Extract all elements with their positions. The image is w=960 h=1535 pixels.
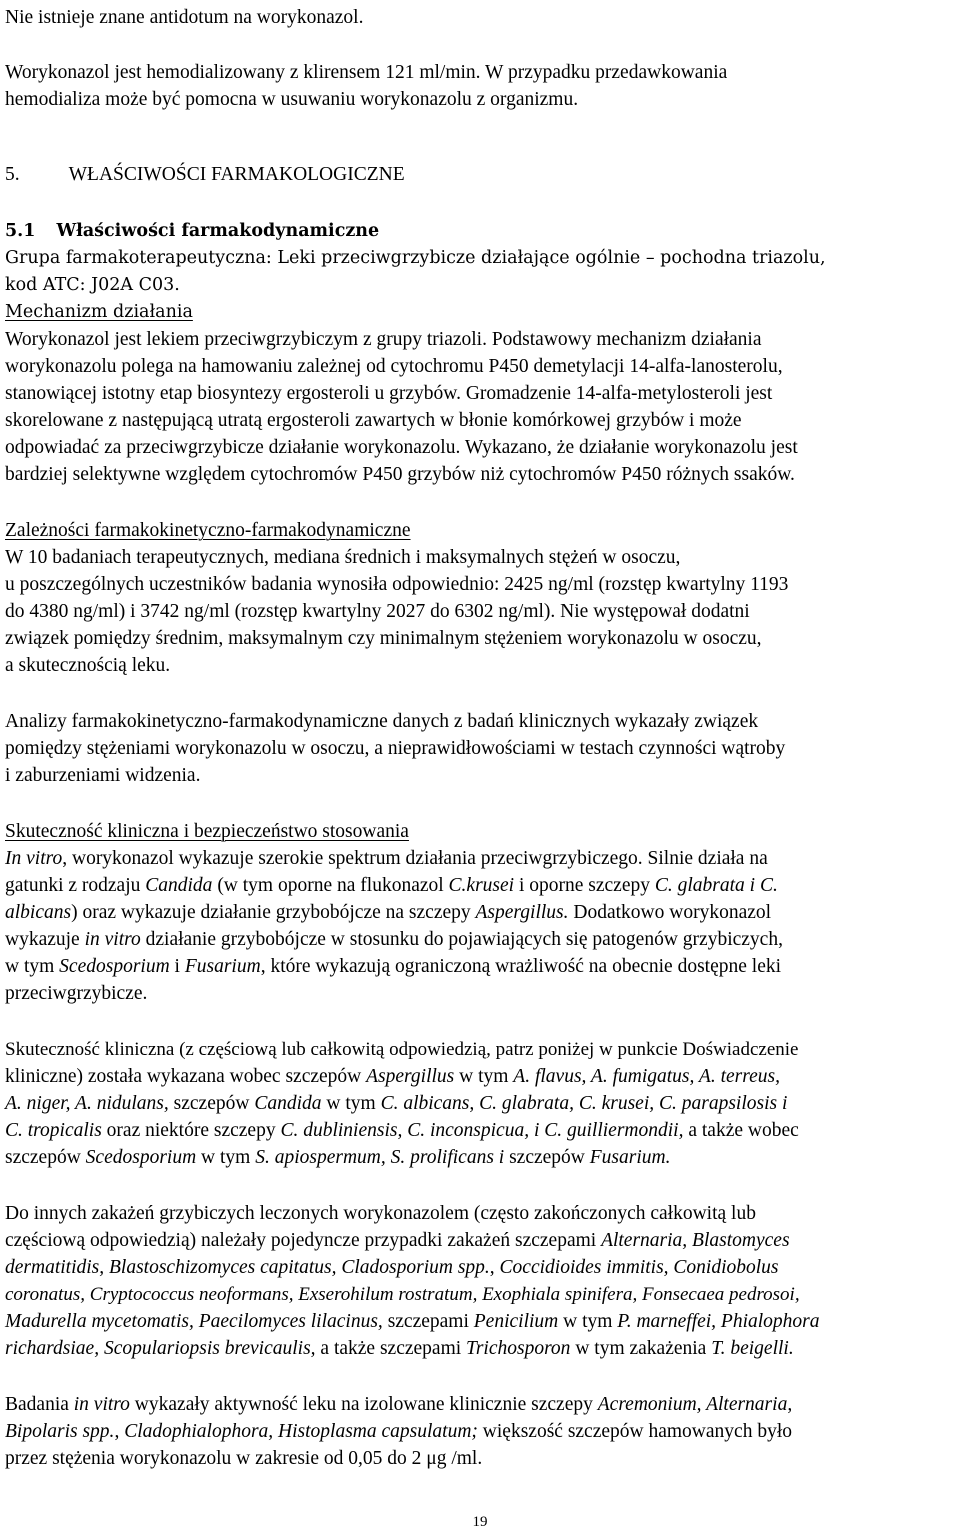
antidote-line: Nie istnieje znane antidotum na worykonazol. [5,7,364,28]
clinical-line-4: C. tropicalis oraz niektóre szczepy C. dubliniensis, C. inconspicua, i C. guilliermondii, a także wobec [5,1120,799,1141]
page-number: 19 [472,1514,488,1530]
other-infections-line-5: Madurella mycetomatis, Paecilomyces lilacinus, szczepami Penicilium w tym P. marneffei, Phialophora [5,1311,820,1332]
efficacy-line-2: gatunki z rodzaju Candida (w tym oporne na flukonazol C.krusei i oporne szczepy C. glabrata i C. [5,875,778,896]
isolates-line-3: przez stężenia worykonazolu w zakresie od 0,05 do 2 μg /ml. [5,1448,483,1469]
isolates-line-1: Badania in vitro wykazały aktywność leku na izolowane klinicznie szczepy Acremonium, Alternaria, [5,1394,793,1415]
clinical-line-1: Skuteczność kliniczna (z częściową lub całkowitą odpowiedzią, patrz poniżej w punkcie Doświadczenie [5,1039,799,1060]
atc-group-line: Grupa farmakoterapeutyczna: Leki przeciwgrzybicze działające ogólnie – pochodna triazolu, [5,248,826,268]
pkpd-line-1: W 10 badaniach terapeutycznych, mediana średnich i maksymalnych stężeń w osoczu, [5,547,681,568]
hemodialysis-line-1: Worykonazol jest hemodializowany z klirensem 121 ml/min. W przypadku przedawkowania [5,62,728,83]
hemodialysis-line-2: hemodializa może być pomocna w usuwaniu worykonazolu z organizmu. [5,89,579,110]
section-5-heading [5,161,405,188]
mechanism-line-3: stanowiącej istotny etap biosyntezy ergosteroli u grzybów. Gromadzenie 14-alfa-metylosteroli jest [5,383,773,404]
mechanism-line-2: worykonazolu polega na hamowaniu zależnej od cytochromu P450 demetylacji 14-alfa-lanosterolu, [5,356,783,377]
other-infections-line-3: dermatitidis, Blastoschizomyces capitatus, Cladosporium spp., Coccidioides immitis, Conidiobolus [5,1257,779,1278]
efficacy-line-4: wykazuje in vitro działanie grzybobójcze w stosunku do pojawiających się patogenów grzybiczych, [5,929,783,950]
pkpd-line-3: do 4380 ng/ml) i 3742 ng/ml (rozstęp kwartylny 2027 do 6302 ng/ml). Nie występował dodatni [5,601,750,622]
efficacy-line-3: albicans) oraz wykazuje działanie grzybobójcze na szczepy Aspergillus. Dodatkowo worykonazol [5,902,772,923]
pkpd-analysis-line-1: Analizy farmakokinetyczno-farmakodynamiczne danych z badań klinicznych wykazały związek [5,711,759,732]
clinical-line-3: A. niger, A. nidulans, szczepów Candida w tym C. albicans, C. glabrata, C. krusei, C. parapsilosis i [5,1093,788,1114]
section-5-title: WŁAŚCIWOŚCI FARMAKOLOGICZNE [68,164,405,185]
pkpd-line-5: a skutecznością leku. [5,655,171,676]
section-5-1-number: 5.1 [5,221,36,241]
atc-code-line: kod ATC: J02A C03. [5,275,180,295]
section-5-number: 5. [5,164,20,185]
mechanism-line-1: Worykonazol jest lekiem przeciwgrzybiczym z grupy triazoli. Podstawowy mechanizm działania [5,329,762,350]
section-5-1-heading [5,218,379,245]
pkpd-analysis-line-2: pomiędzy stężeniami worykonazolu w osoczu, a nieprawidłowościami w testach czynności wątroby [5,738,786,759]
pkpd-analysis-line-3: i zaburzeniami widzenia. [5,765,201,786]
other-infections-line-2: częściową odpowiedzią) należały pojedyncze przypadki zakażeń szczepami Alternaria, Blastomyces [5,1230,790,1251]
mechanism-line-6: bardziej selektywne względem cytochromów P450 grzybów niż cytochromów P450 różnych ssaków. [5,464,795,485]
other-infections-line-4: coronatus, Cryptococcus neoformans, Exserohilum rostratum, Exophiala spinifera, Fonsecaea pedrosoi, [5,1284,800,1305]
mechanism-line-5: odpowiadać za przeciwgrzybicze działanie worykonazolu. Wykazano, że działanie worykonazolu jest [5,437,798,458]
efficacy-line-1: In vitro, worykonazol wykazuje szerokie spektrum działania przeciwgrzybiczego. Silnie działa na [5,848,768,869]
efficacy-line-5: w tym Scedosporium i Fusarium, które wykazują ograniczoną wrażliwość na obecnie dostępne leki [5,956,782,977]
other-infections-line-6: richardsiae, Scopulariopsis brevicaulis, a także szczepami Trichosporon w tym zakażenia T. beigelli. [5,1338,794,1359]
efficacy-line-6: przeciwgrzybicze. [5,983,148,1004]
efficacy-heading: Skuteczność kliniczna i bezpieczeństwo stosowania [5,821,409,842]
pkpd-line-2: u poszczególnych uczestników badania wynosiła odpowiednio: 2425 ng/ml (rozstęp kwartylny 1193 [5,574,789,595]
clinical-line-2: kliniczne) została wykazana wobec szczepów Aspergillus w tym A. flavus, A. fumigatus, A. terreus, [5,1066,780,1087]
section-5-1-title: Właściwości farmakodynamiczne [56,221,380,241]
other-infections-line-1: Do innych zakażeń grzybiczych leczonych worykonazolem (często zakończonych całkowitą lub [5,1203,756,1224]
pkpd-heading: Zależności farmakokinetyczno-farmakodynamiczne [5,520,411,541]
clinical-line-5: szczepów Scedosporium w tym S. apiospermum, S. prolificans i szczepów Fusarium. [5,1147,671,1168]
pkpd-line-4: związek pomiędzy średnim, maksymalnym czy minimalnym stężeniem worykonazolu w osoczu, [5,628,762,649]
mechanism-heading: Mechanizm działania [5,302,193,322]
isolates-line-2: Bipolaris spp., Cladophialophora, Histoplasma capsulatum; większość szczepów hamowanych było [5,1421,792,1442]
mechanism-line-4: skorelowane z następującą utratą ergosteroli zawartych w błonie komórkowej grzybów i może [5,410,742,431]
